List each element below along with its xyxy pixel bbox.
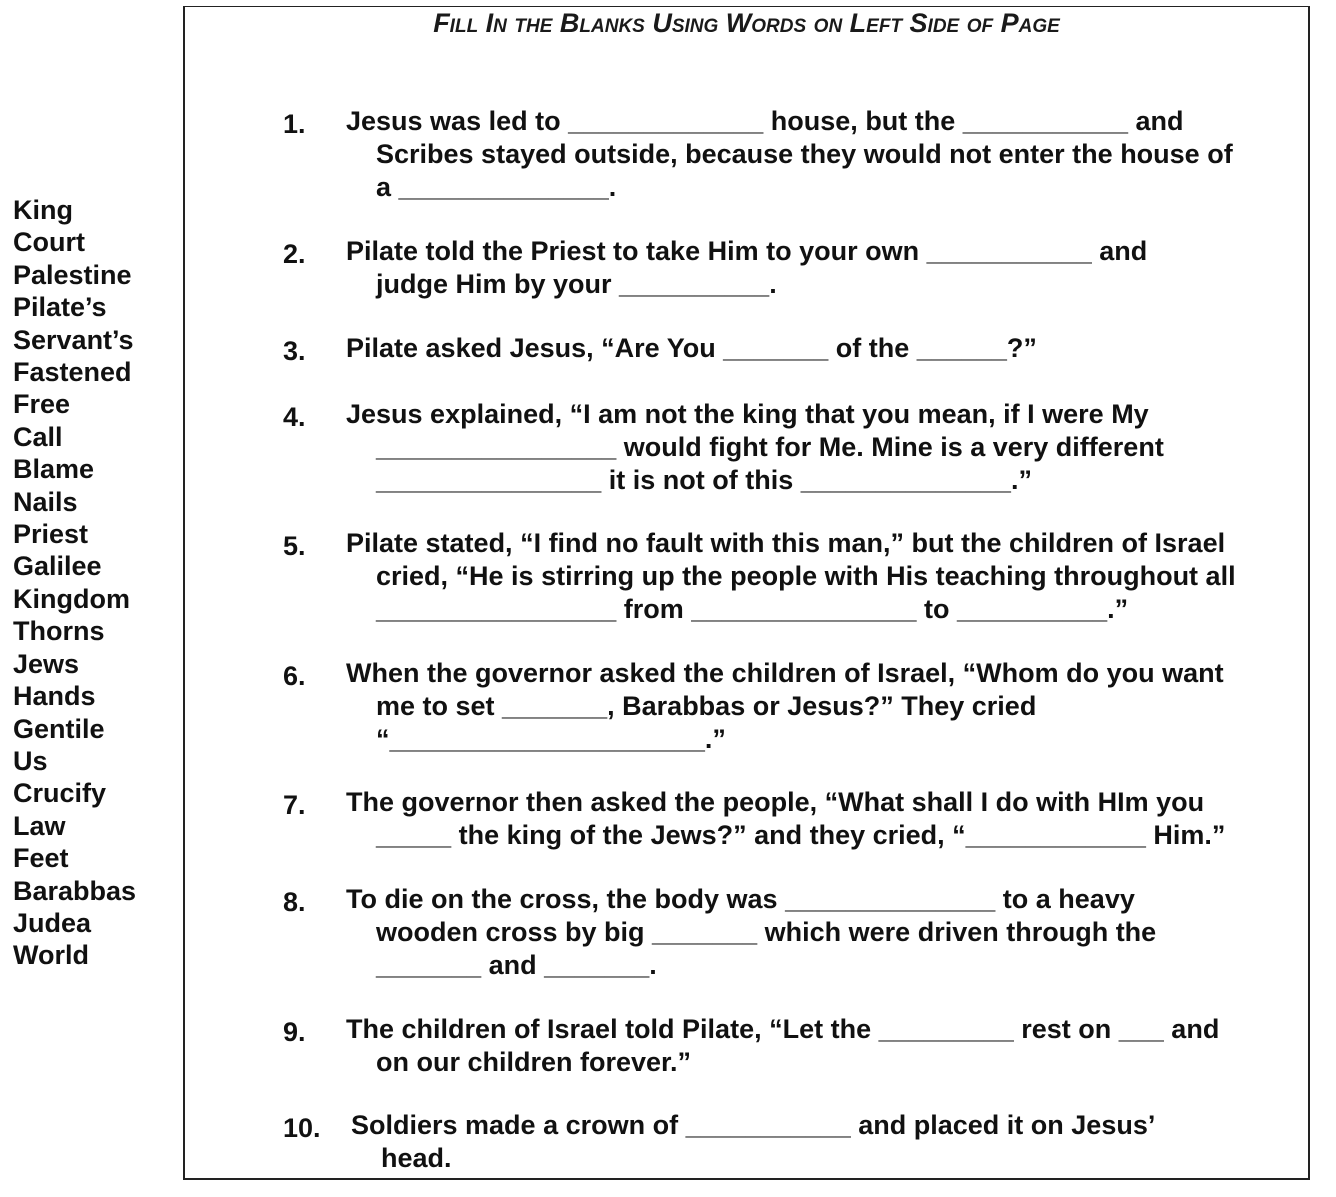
question-text-line: The governor then asked the people, “What shall I do with HIm you (346, 787, 1205, 817)
word-bank-item: Pilate’s (13, 292, 107, 323)
question-number: 7. (283, 790, 306, 820)
word-bank (13, 194, 183, 972)
question-text-line: ________________ from _______________ to __________.” (376, 594, 1129, 624)
word-bank-item: Free (13, 389, 71, 420)
word-bank-item: Thorns (13, 616, 105, 647)
question-text-line: _______________ it is not of this ______________.” (376, 465, 1032, 495)
word-bank-item: Nails (13, 486, 78, 517)
word-bank-item: World (13, 940, 89, 971)
word-bank-item: Palestine (13, 259, 132, 290)
word-bank-item: Galilee (13, 551, 102, 582)
question-text-line: Pilate told the Priest to take Him to your own ___________ and (346, 236, 1148, 266)
question-number: 2. (283, 239, 306, 269)
question-text-line: The children of Israel told Pilate, “Let the _________ rest on ___ and (346, 1014, 1220, 1044)
word-bank-item: Call (13, 421, 63, 452)
word-bank-item: Court (13, 227, 85, 258)
question-text-line: To die on the cross, the body was ______________ to a heavy (346, 884, 1135, 914)
question-text-line: Jesus explained, “I am not the king that you mean, if I were My (346, 399, 1149, 429)
question-text-line: wooden cross by big _______ which were driven through the (376, 917, 1157, 947)
question-text-line: “_____________________.” (376, 724, 726, 754)
word-bank-item: Fastened (13, 357, 132, 388)
question-number: 1. (283, 109, 306, 139)
question-text-line: head. (381, 1143, 452, 1173)
question-number: 10. (283, 1113, 321, 1143)
question-number: 8. (283, 887, 306, 917)
question-text-line: a ______________. (376, 172, 617, 202)
question-number: 5. (283, 531, 306, 561)
question-text-line: Soldiers made a crown of ___________ and placed it on Jesus’ (351, 1110, 1156, 1140)
worksheet-title: Fill In the Blanks Using Words on Left Side of Page (433, 8, 1060, 38)
question-text-line: Pilate stated, “I find no fault with this man,” but the children of Israel (346, 528, 1226, 558)
question-number: 6. (283, 661, 306, 691)
question-text-line: me to set _______, Barabbas or Jesus?” They cried (376, 691, 1037, 721)
word-bank-item: Judea (13, 907, 92, 938)
question-number: 9. (283, 1017, 306, 1047)
question-text-line: When the governor asked the children of Israel, “Whom do you want (346, 658, 1224, 688)
question-text-line: Pilate asked Jesus, “Are You _______ of the ______?” (346, 333, 1037, 363)
question-text-line: judge Him by your __________. (376, 269, 777, 299)
word-bank-item: Servant’s (13, 324, 134, 355)
question-number: 3. (283, 336, 306, 366)
question-text-line: _____ the king of the Jews?” and they cried, “____________ Him.” (376, 820, 1226, 850)
word-bank-item: King (13, 195, 73, 225)
word-bank-item: Law (13, 810, 66, 841)
question-text-line: ________________ would fight for Me. Mine is a very different (376, 432, 1164, 462)
word-bank-item: Hands (13, 681, 96, 712)
word-bank-item: Priest (13, 519, 89, 550)
question-number: 4. (283, 402, 306, 432)
word-bank-item: Us (13, 745, 48, 776)
question-text-line: Jesus was led to _____________ house, but the ___________ and (346, 106, 1184, 136)
word-bank-item: Crucify (13, 778, 107, 809)
word-bank-item: Gentile (13, 713, 105, 744)
word-bank-item: Barabbas (13, 875, 137, 906)
question-text-line: cried, “He is stirring up the people with His teaching throughout all (376, 561, 1236, 591)
word-bank-item: Kingdom (13, 583, 130, 614)
question-text-line: _______ and _______. (376, 950, 657, 980)
word-bank-item: Jews (13, 648, 80, 679)
word-bank-item: Feet (13, 843, 69, 874)
word-bank-item: Blame (13, 454, 95, 485)
question-text-line: Scribes stayed outside, because they would not enter the house of (376, 139, 1233, 169)
question-text-line: on our children forever.” (376, 1047, 692, 1077)
